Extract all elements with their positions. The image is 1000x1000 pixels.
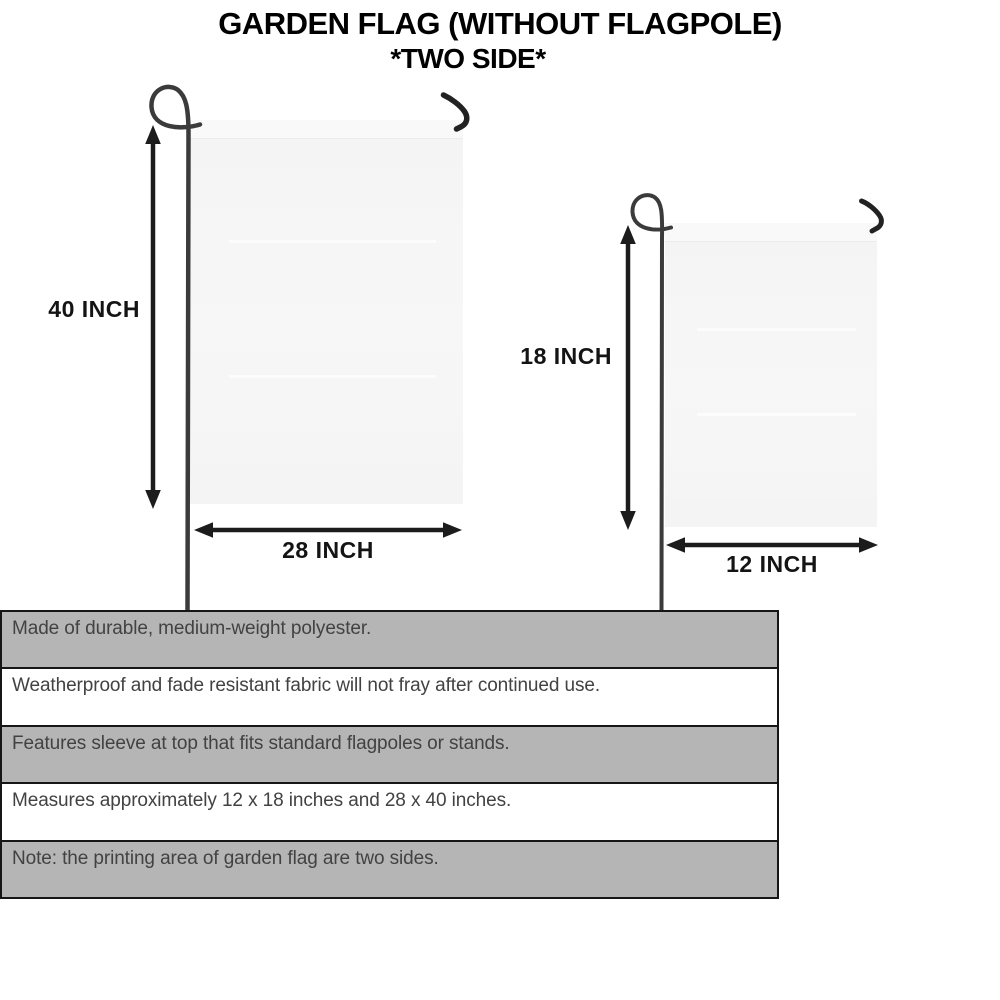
feature-row [2, 727, 777, 784]
small-width-label: 12 INCH [726, 551, 818, 577]
feature-text: Made of durable, medium-weight polyester. [12, 618, 372, 639]
large-hook-clip-icon [444, 95, 467, 129]
features-table [0, 610, 779, 899]
small-hook-clip-icon [862, 201, 882, 231]
page-title: GARDEN FLAG (WITHOUT FLAGPOLE) [218, 6, 782, 41]
feature-text: Measures approximately 12 x 18 inches and 28 x 40 inches. [12, 790, 512, 812]
small-flagpole-with-loop-icon [632, 195, 671, 610]
small-height-label: 18 INCH [520, 343, 612, 369]
large-height-label: 40 INCH [48, 296, 140, 322]
feature-row [2, 842, 777, 897]
large-flagpole-with-loop-icon [151, 87, 200, 610]
large-height-arrow-icon [145, 125, 161, 509]
feature-row [2, 669, 777, 726]
large-width-arrow-icon [194, 522, 462, 538]
large-width-label: 28 INCH [282, 537, 374, 563]
feature-text: Features sleeve at top that fits standard flagpoles or stands. [12, 732, 510, 754]
feature-row [2, 612, 777, 669]
feature-text: Weatherproof and fade resistant fabric will not fray after continued use. [12, 675, 601, 697]
feature-row [2, 784, 777, 841]
feature-text: Note: the printing area of garden flag are two sides. [12, 847, 439, 869]
page-subtitle: *TWO SIDE* [390, 43, 546, 74]
small-height-arrow-icon [620, 225, 636, 530]
